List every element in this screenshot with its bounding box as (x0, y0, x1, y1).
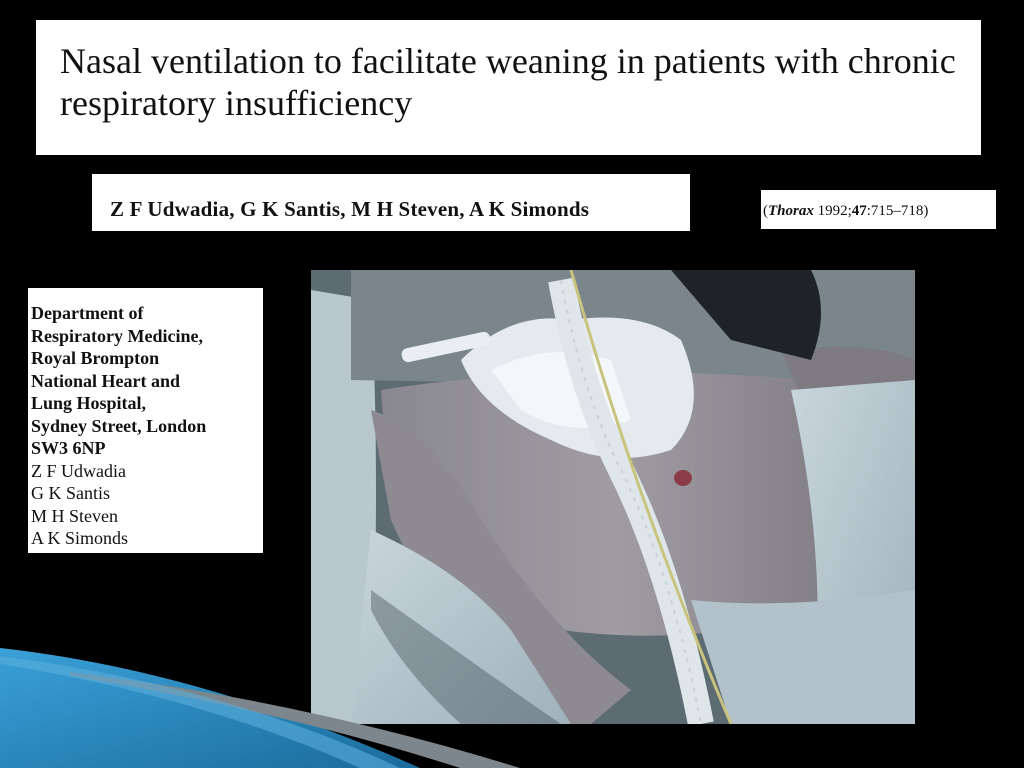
department-line: Sydney Street, London (31, 415, 207, 436)
title-box (36, 20, 981, 155)
department-line: SW3 6NP (31, 438, 106, 458)
authors-text: Z F Udwadia, G K Santis, M H Steven, A K Simonds (110, 197, 590, 221)
department-line: Respiratory Medicine, (31, 325, 203, 346)
citation-journal: Thorax (768, 203, 814, 219)
citation-volume: 47 (851, 203, 867, 219)
author-name: Z F Udwadia (31, 460, 126, 481)
citation-box (761, 190, 996, 229)
citation-year: 1992; (813, 203, 852, 219)
authors-box (92, 174, 690, 231)
department-box (28, 288, 263, 553)
author-name: G K Santis (31, 483, 111, 503)
department-line: Royal Brompton (31, 348, 160, 368)
department-line: National Heart and (31, 370, 181, 391)
author-name: A K Simonds (31, 528, 129, 548)
department-line: Department of (31, 303, 144, 323)
slide-title: Nasal ventilation to facilitate weaning in patients with chronic respiratory insufficiency (60, 41, 956, 123)
citation-pages: :715–718) (866, 203, 929, 219)
decorative-swoosh (0, 600, 640, 768)
author-name: M H Steven (31, 505, 118, 526)
citation-open-paren: ( (763, 203, 768, 219)
department-line: Lung Hospital, (31, 393, 147, 413)
